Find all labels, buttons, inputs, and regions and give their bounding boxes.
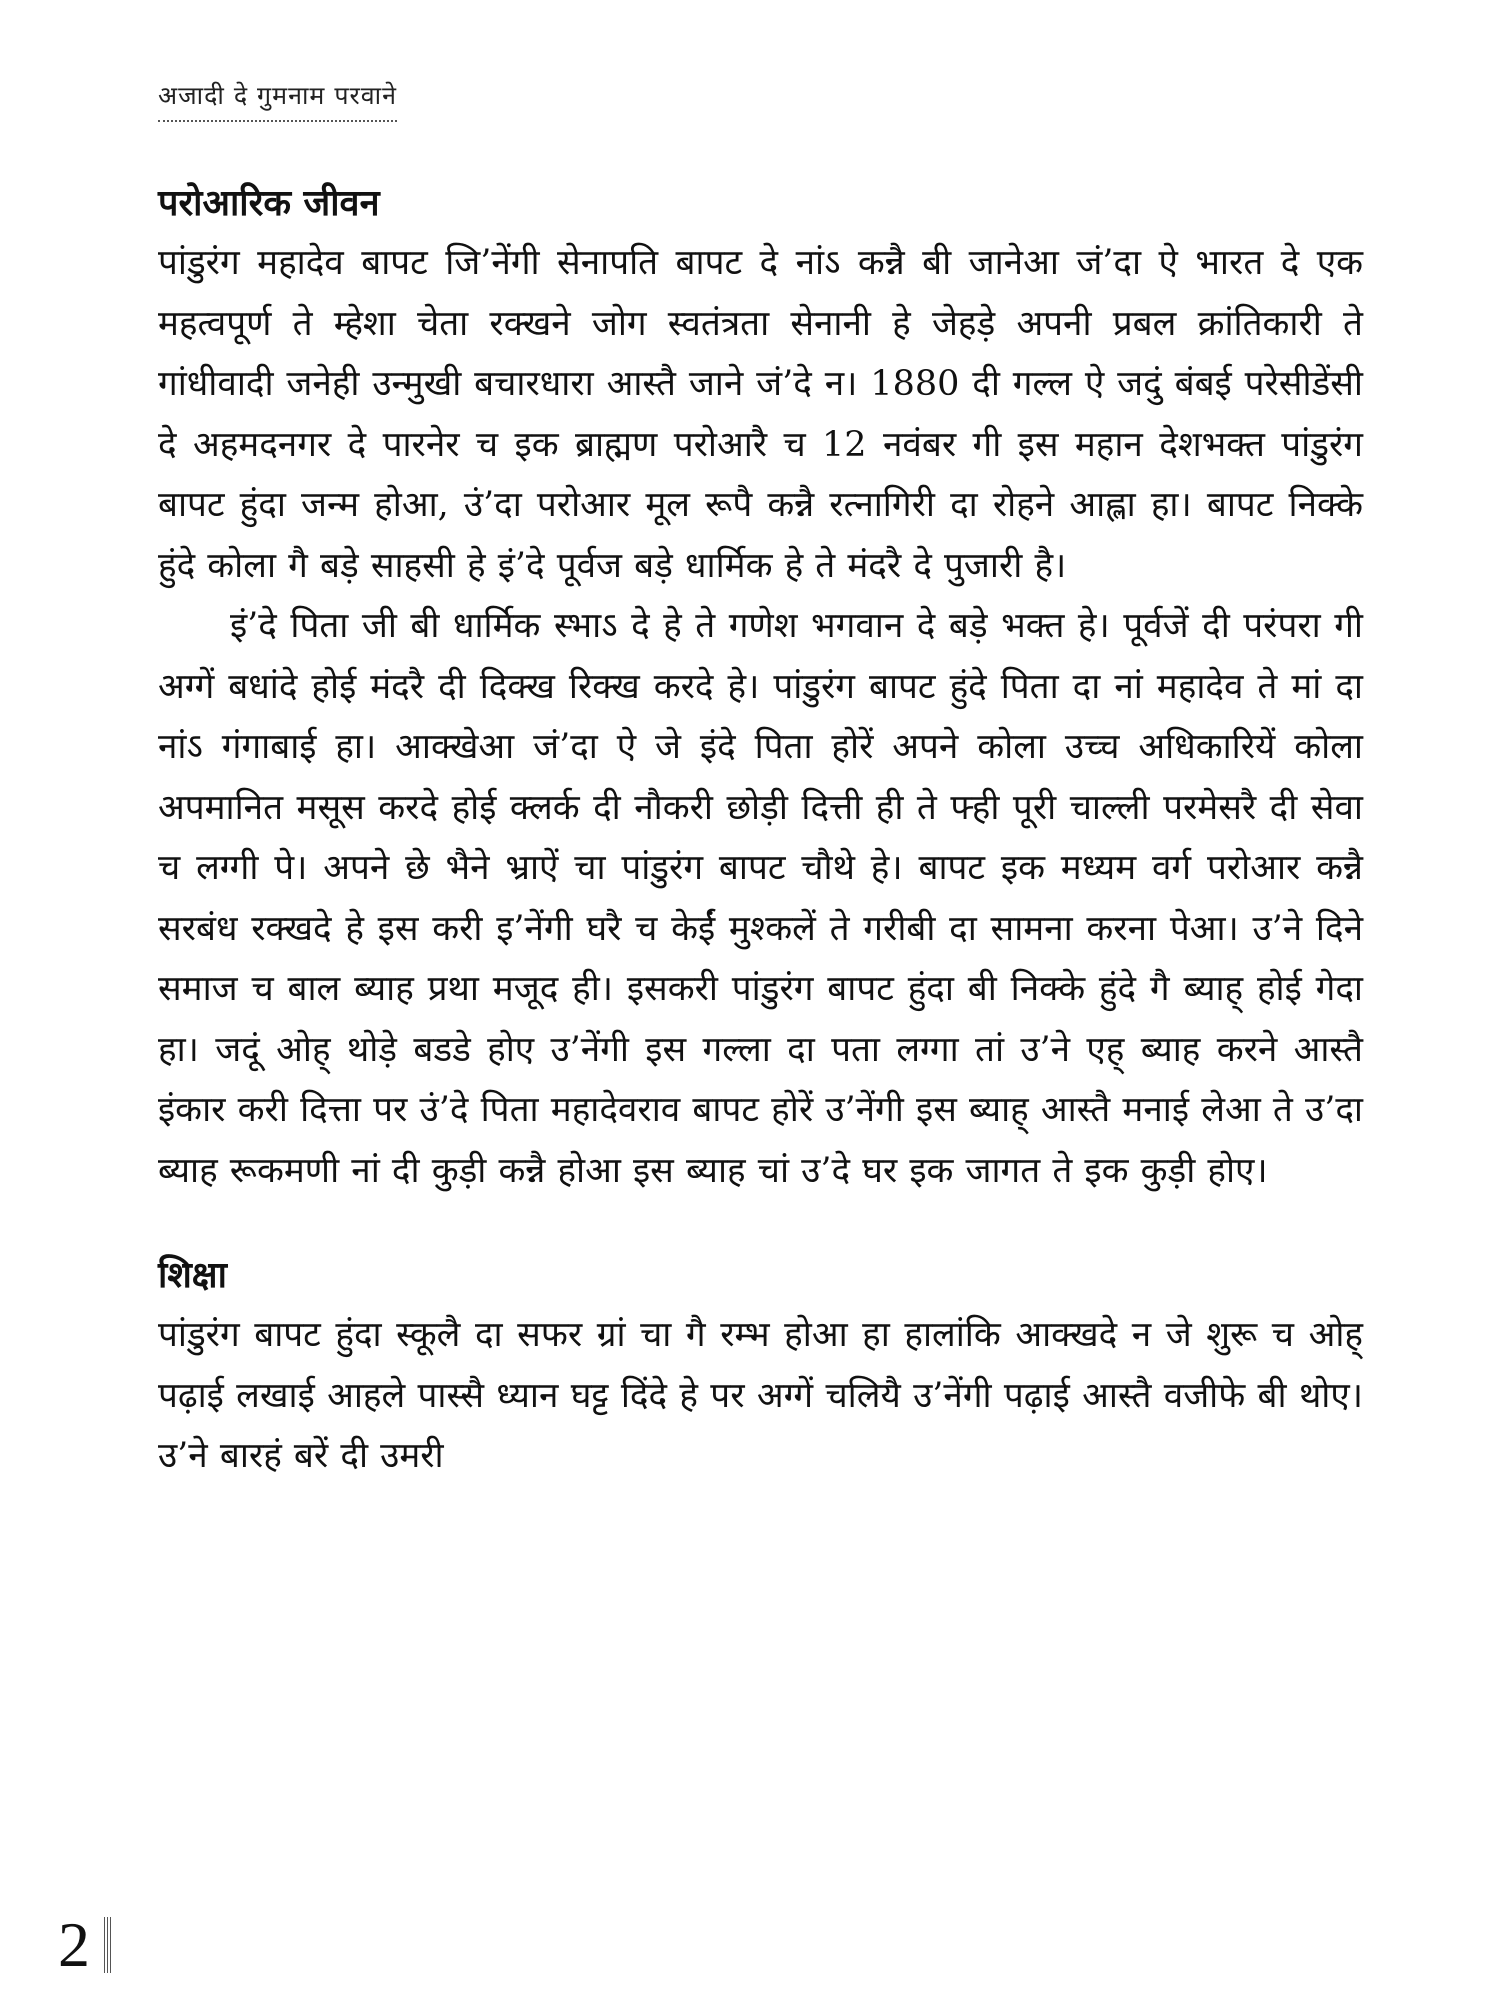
section-heading-family-life: परोआरिक जीवन [158,183,380,224]
paragraph-family-life-1: पांडुरंग महादेव बापट जि’नेंगी सेनापति बापट दे नांऽ कन्नै बी जानेआ जं’दा ऐ भारत दे एक महत्वपूर्ण ते म्हेशा चेता रक्खने जोग स्वतंत्रता सेनानी हे जेहड़े अपनी प्रबल क्रांतिकारी ते गांधीवादी जनेही उन्मुखी बचारधारा आस्तै जाने जं’दे न। 1880 दी गल्ल ऐ जदुं बंबई परेसीडेंसी दे अहमदनगर दे पारनेर च इक ब्राह्मण परोआरै च 12 नवंबर गी इस महान देशभक्त पांडुरंग बापट हुंदा जन्म होआ, उं’दा परोआर मूल रूपै कन्नै रत्नागिरी दा रोहने आह्ला हा। बापट निक्के हुंदे कोला गै बड़े साहसी हे इं’दे पूर्वज बड़े धार्मिक हे ते मंदरै दे पुजारी है। [158,243,1363,586]
running-head: अजादी दे गुमनाम परवाने [158,78,397,122]
folio [58,1910,113,1980]
section-heading-education: शिक्षा [158,1255,227,1296]
paragraph-family-life-2: इं’दे पिता जी बी धार्मिक स्भाऽ दे हे ते गणेश भगवान दे बड़े भक्त हे। पूर्वजें दी परंपरा गी अग्गें बधांदे होई मंदरै दी दिक्ख रिक्ख करदे हे। पांडुरंग बापट हुंदे पिता दा नां महादेव ते मां दा नांऽ गंगाबाई हा। आक्खेआ जं’दा ऐ जे इंदे पिता होरें अपने कोला उच्च अधिकारियें कोला अपमानित मसूस करदे होई क्लर्क दी नौकरी छोड़ी दित्ती ही ते फ्ही पूरी चाल्ली परमेसरै दी सेवा च लग्गी पे। अपने छे भैने भ्राऐं चा पांडुरंग बापट चौथे हे। बापट इक मध्यम वर्ग परोआर कन्नै सरबंध रक्खदे हे इस करी इ’नेंगी घरै च केईं मुश्कलें ते गरीबी दा सामना करना पेआ। उ’ने दिने समाज च बाल ब्याह प्रथा मजूद ही। इसकरी पांडुरंग बापट हुंदा बी निक्के हुंदे गै ब्याह् होई गेदा हा। जदूं ओह् थोड़े बडडे होए उ’नेंगी इस गल्ला दा पता लग्गा तां उ’ने एह् ब्याह करने आस्तै इंकार करी दित्ता पर उं’दे पिता महादेवराव बापट होरें उ’नेंगी इस ब्याह् आस्तै मनाई लेआ ते उ’दा ब्याह रूकमणी नां दी कुड़ी कन्नै होआ इस ब्याह चां उ’दे घर इक जागत ते इक कुड़ी होए। [158,606,1363,1191]
page-body [158,175,1363,1487]
page-number: 2 [58,1909,90,1980]
folio-bar [104,1917,113,1973]
paragraph-education-1: पांडुरंग बापट हुंदा स्कूलै दा सफर ग्रां चा गै रम्भ होआ हा हालांकि आक्खदे न जे शुरू च ओह् पढ़ाई लखाई आहले पास्सै ध्यान घट्ट दिंदे हे पर अग्गें चलियै उ’नेंगी पढ़ाई आस्तै वजीफे बी थोए। उ’ने बारहं बरें दी उमरी [158,1315,1363,1476]
